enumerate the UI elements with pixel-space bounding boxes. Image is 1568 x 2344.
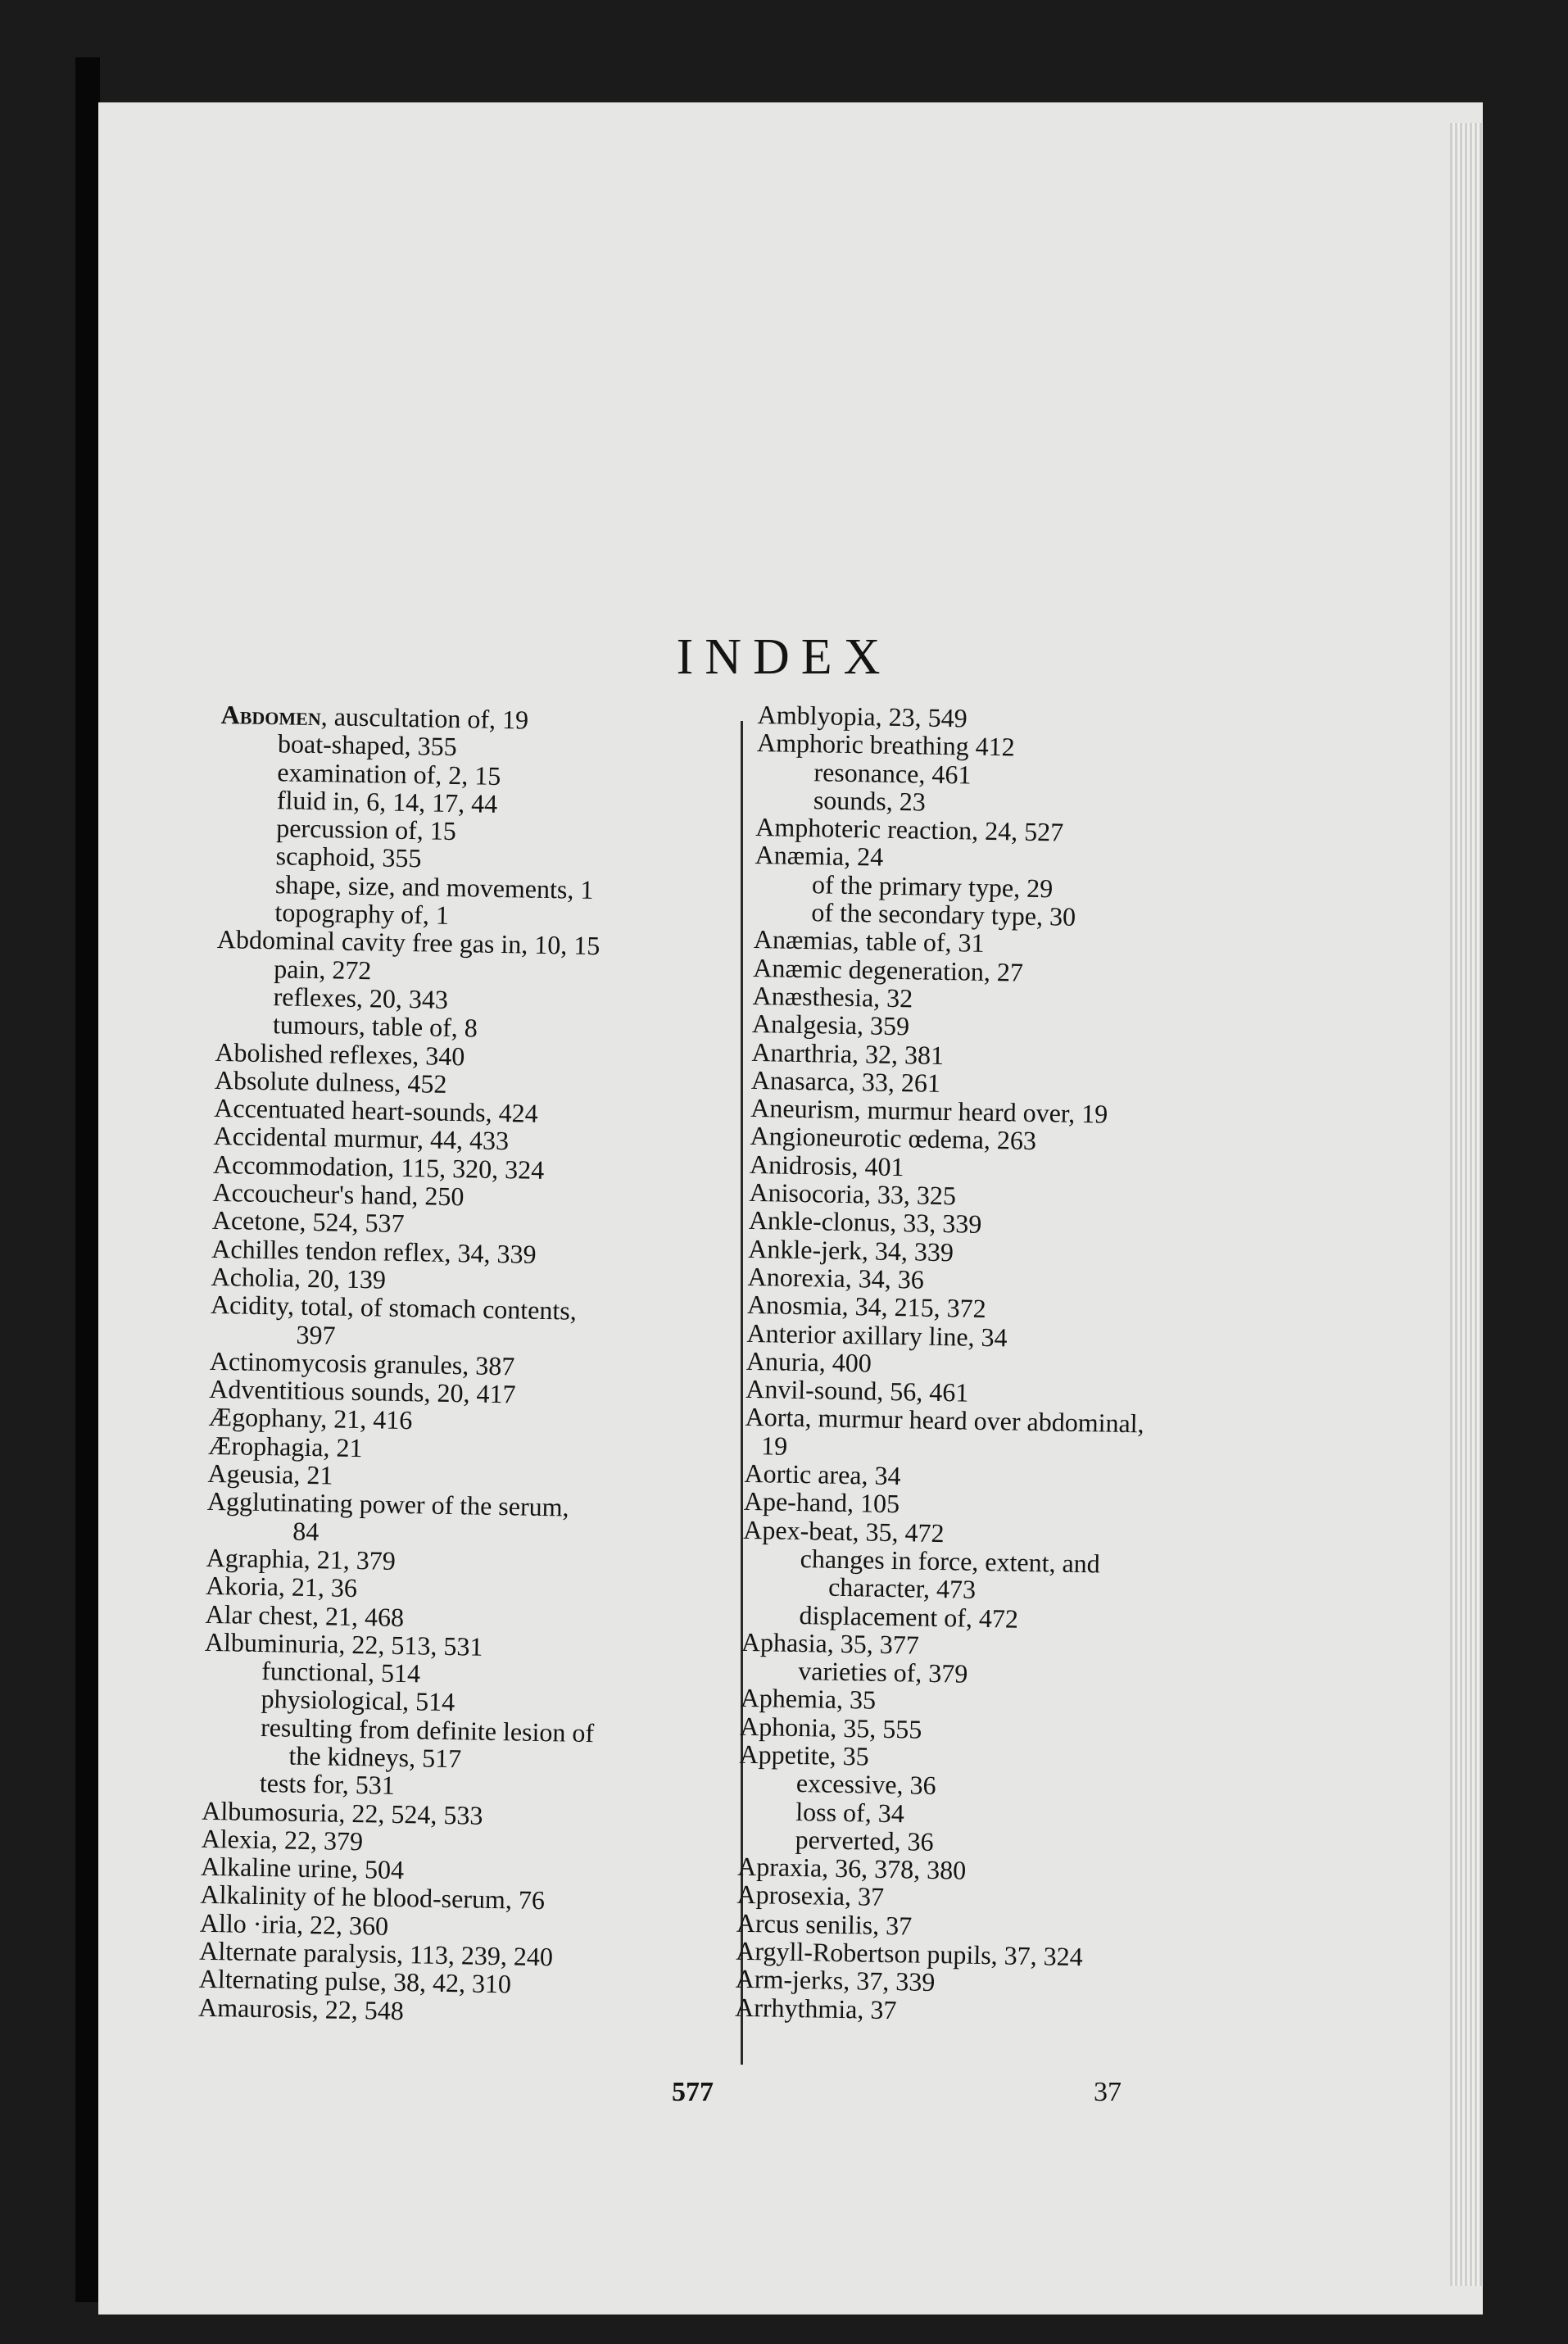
index-entry-text: Ape-hand, 105 [743,1486,900,1519]
index-entry-text: changes in force, extent, and [800,1543,1101,1579]
index-entry-text: the kidneys, 517 [288,1740,462,1774]
index-entry-text: Alkalinity of he blood-serum, 76 [200,1879,546,1916]
index-entry-text: Anasarca, 33, 261 [750,1064,941,1098]
index-entry-text: Anæmias, table of, 31 [753,924,985,959]
index-entry-text: Aphasia, 35, 377 [741,1626,920,1660]
index-entry-text: pain, 272 [273,953,372,985]
index-entry-text: Analgesia, 359 [751,1009,910,1041]
index-column-right [735,700,1217,2029]
index-entry-text: Angioneurotic œdema, 263 [750,1121,1037,1156]
index-entry-text: , auscultation of, 19 [320,701,529,735]
index-entry-text: Appetite, 35 [739,1739,870,1771]
index-entry-text: Aphemia, 35 [740,1683,877,1716]
page-number: 577 [672,2077,714,2107]
index-entry-text: sounds, 23 [813,785,927,817]
index-entry-text: varieties of, 379 [798,1656,968,1689]
index-entry-text: Accentuated heart-sounds, 424 [214,1093,538,1128]
index-entry-text: Anorexia, 34, 36 [747,1261,925,1294]
index-entry-text: shape, size, and movements, 1 [274,868,594,905]
index-entry-text: physiological, 514 [261,1684,455,1717]
index-entry-text: Aphonia, 35, 555 [739,1711,922,1744]
index-entry-text: Ærophagia, 21 [207,1430,363,1462]
index-entry-text: excessive, 36 [795,1768,936,1801]
index-entry-text: Anæsthesia, 32 [752,980,913,1013]
index-entry-text: Anterior axillary line, 34 [746,1317,1008,1352]
index-entry-text: Anvil-sound, 56, 461 [745,1373,969,1408]
index-entry-text: Amblyopia, 23, 549 [757,700,968,733]
index-entry-text: Amphoric breathing 412 [756,728,1015,762]
index-entry-text: of the secondary type, 30 [811,897,1076,932]
index-entry-text: boat-shaped, 355 [277,728,457,762]
index-entry-text: 397 [296,1319,336,1350]
index-entry-text: Ankle-clonus, 33, 339 [748,1205,982,1240]
index-entry-text: Actinomycosis granules, 387 [209,1345,515,1381]
index-entry-text: Absolute dulness, 452 [214,1064,447,1099]
index-entry-text: Acholia, 20, 139 [211,1261,387,1294]
index-entry-text: Amphoteric reaction, 24, 527 [755,812,1064,847]
index-entry-text: Albuminuria, 22, 513, 531 [204,1626,483,1662]
index-entry-text: character, 473 [827,1571,977,1605]
index-entry-text: Aneurism, murmur heard over, 19 [750,1093,1108,1129]
index-entry-text: Ankle-jerk, 34, 339 [748,1233,954,1267]
index-entry-text: Aprosexia, 37 [736,1879,885,1912]
index-entry-text: Accoucheur's hand, 250 [212,1177,465,1212]
index-entry-text: Anarthria, 32, 381 [751,1036,945,1070]
index-entry-text: Anæmic degeneration, 27 [753,952,1024,987]
index-entry-text: displacement of, 472 [799,1599,1019,1634]
index-entry-text: Abdominal cavity free gas in, 10, 15 [216,924,600,961]
index-entry-text: Agraphia, 21, 379 [206,1542,397,1576]
index-entry-text: Alternating pulse, 38, 42, 310 [198,1964,512,1999]
index-entry-text: resulting from definite lesion of [260,1712,595,1748]
index-entry-text: Accidental murmur, 44, 433 [213,1121,510,1156]
page-edge [1450,123,1483,2286]
index-entry-text: loss of, 34 [795,1796,905,1828]
index-entry-text: examination of, 2, 15 [277,756,501,791]
index-column-left [198,700,705,2029]
index-entry-text: reflexes, 20, 343 [273,982,449,1014]
index-entry-text: 19 [760,1430,788,1461]
book-spine-shadow [75,57,100,2302]
index-entry-text: Ageusia, 21 [207,1458,333,1490]
index-entry-text: Allo ·iria, 22, 360 [199,1907,389,1941]
index-entry-text: Acidity, total, of stomach contents, [210,1290,578,1326]
index-entry-text: Apex-beat, 35, 472 [743,1514,945,1548]
index-entry-text: Anuria, 400 [745,1345,872,1378]
index-entry-text: Arm-jerks, 37, 339 [735,1964,936,1997]
index-entry-text: fluid in, 6, 14, 17, 44 [276,785,498,818]
index-entry-text: Alar chest, 21, 468 [205,1598,405,1632]
index-entry-text: Anidrosis, 401 [749,1149,904,1181]
index-entry-text: Arcus senilis, 37 [736,1907,913,1941]
index-entry-text: Albumosuria, 22, 524, 533 [202,1795,483,1830]
index-entry-text: Amaurosis, 22, 548 [197,1992,405,2025]
page-title: INDEX [676,628,892,685]
index-entry-text: Abolished reflexes, 340 [215,1036,465,1071]
index-entry-text: functional, 514 [261,1656,421,1689]
index-entry-text: Aorta, murmur heard over abdominal, [745,1402,1144,1439]
index-entry-text: Alternate paralysis, 113, 239, 240 [199,1935,554,1972]
index-entry-text: Akoria, 21, 36 [205,1571,358,1603]
index-entry-text: Acetone, 524, 537 [211,1205,405,1239]
index-entry-text: Aortic area, 34 [744,1458,901,1491]
index-entry-text: of the primary type, 29 [811,868,1054,904]
index-entry-text: Argyll-Robertson pupils, 37, 324 [736,1935,1084,1972]
index-entry-text: 84 [292,1516,319,1546]
signature-mark: 37 [1094,2077,1122,2107]
index-entry-text: Ægophany, 21, 416 [208,1402,413,1435]
index-entry-text: Alexia, 22, 379 [201,1823,364,1857]
index-entry-text: Anisocoria, 33, 325 [749,1177,957,1211]
index-entry-text: topography of, 1 [274,897,450,930]
index-entry-text: Anæmia, 24 [755,840,884,873]
index-entry-text: Agglutinating power of the serum, [206,1486,569,1522]
index-entry-text: resonance, 461 [813,756,972,790]
index-entry-text: Apraxia, 36, 378, 380 [736,1851,967,1885]
index-entry-text: tests for, 531 [259,1768,396,1801]
index-entry-text: Accommodation, 115, 320, 324 [212,1149,545,1185]
index-entry-headword: Abdomen [220,700,322,732]
index-entry-text: scaphoid, 355 [275,841,422,873]
index-entry-text: tumours, table of, 8 [272,1009,478,1043]
index-entry-text: Alkaline urine, 504 [200,1851,405,1885]
index-entry-text: Anosmia, 34, 215, 372 [746,1290,986,1324]
index-entry-text: Arrhythmia, 37 [734,1992,897,2024]
index-entry-text: Adventitious sounds, 20, 417 [209,1373,516,1409]
index-entry-text: Achilles tendon reflex, 34, 339 [211,1233,537,1269]
index-entry-text: perverted, 36 [795,1824,934,1857]
index-entry-text: percussion of, 15 [275,813,457,846]
